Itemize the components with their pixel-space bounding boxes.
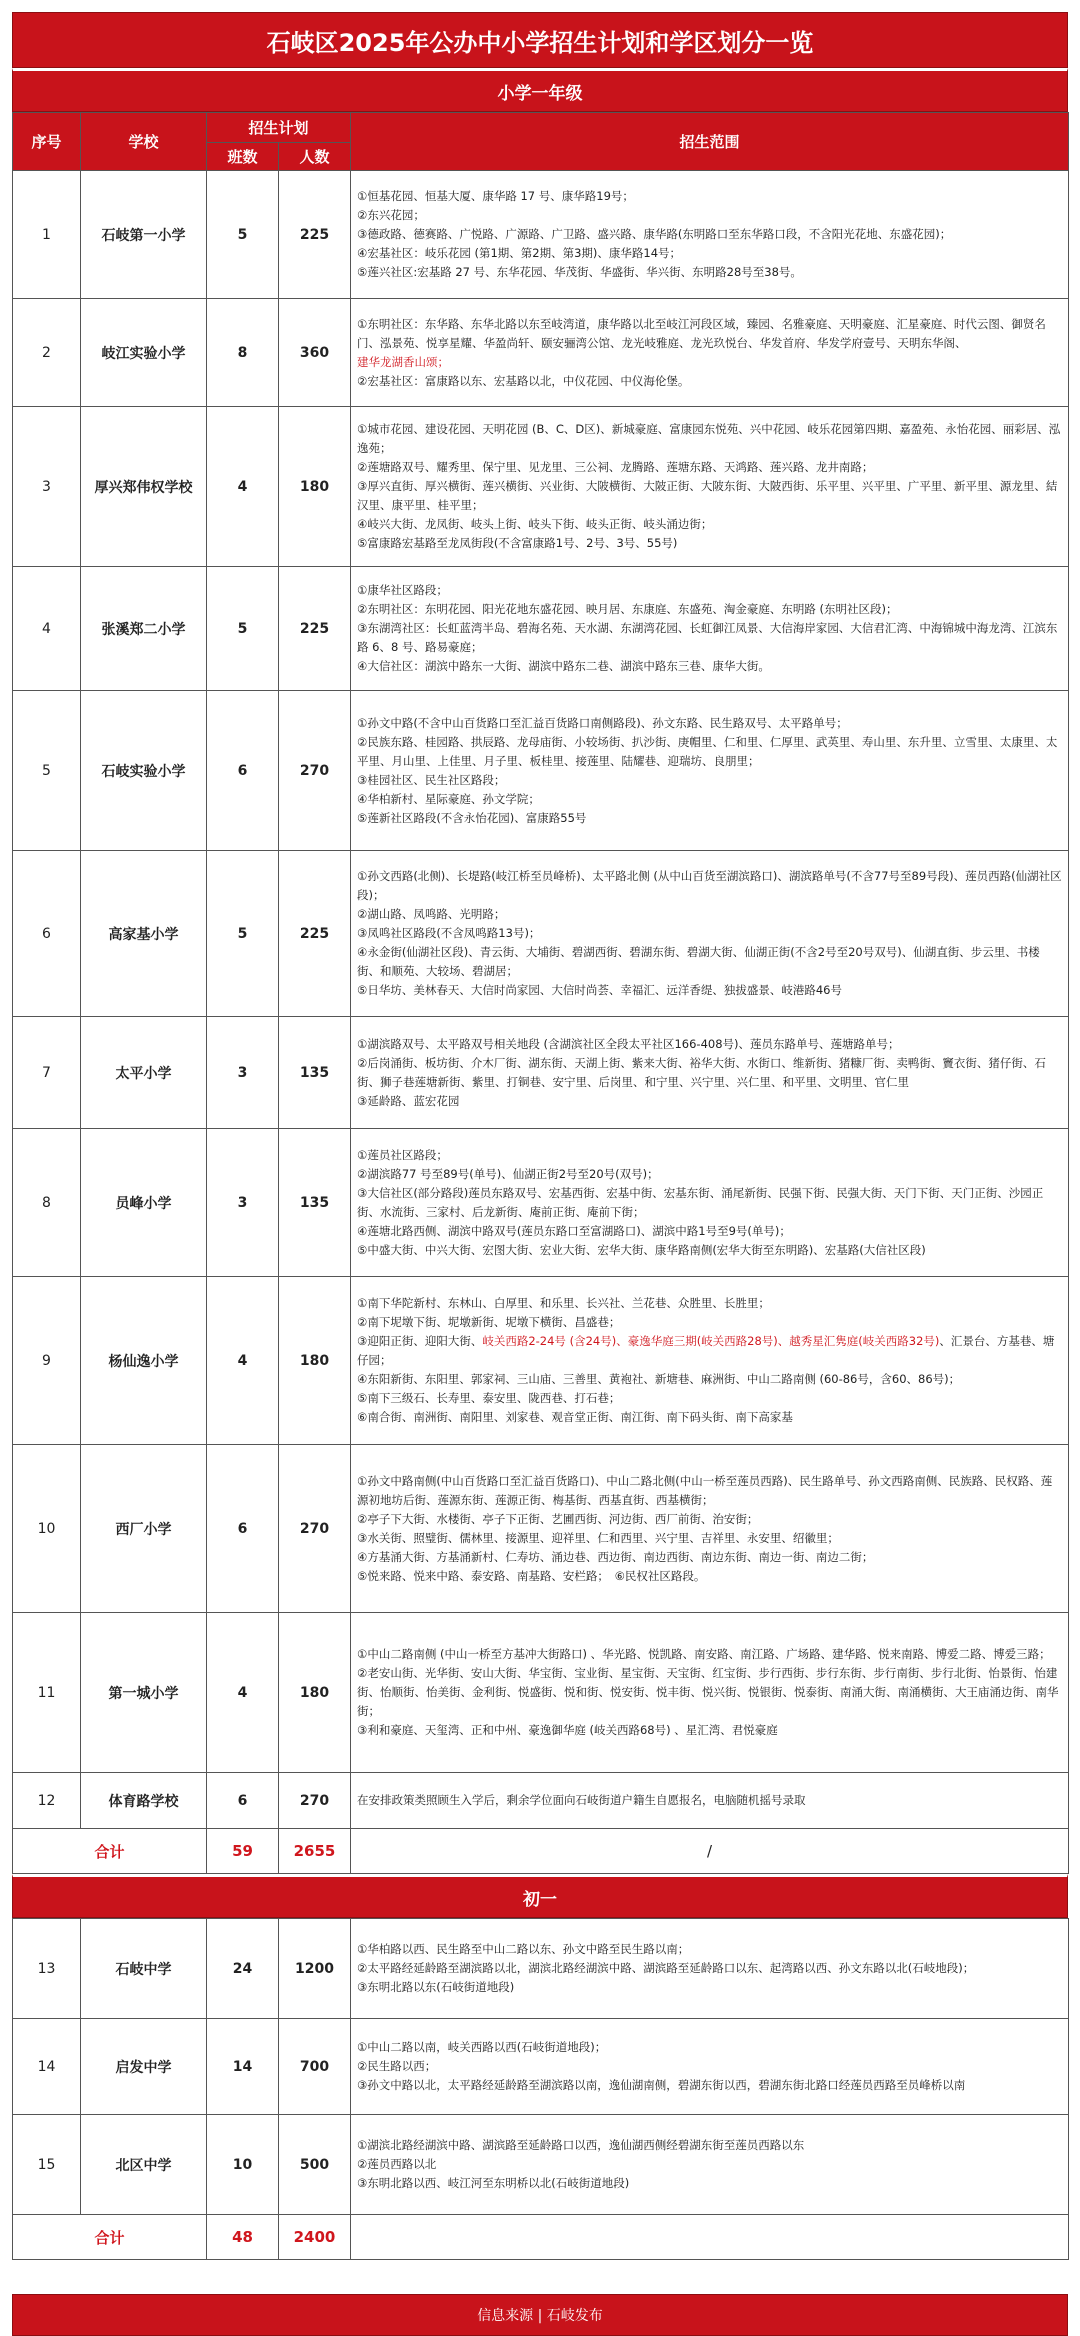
scope-line: ①恒基花园、恒基大厦、康华路 17 号、康华路19号； — [357, 189, 634, 203]
scope-line: ①中山二路南侧 (中山一桥至方基冲大街路口) 、华光路、悦凯路、南安路、南江路、广场路、建华路、悦来南路、博爱二路、博爱三路； — [357, 1647, 1051, 1661]
scope-line: ③迎阳正街、迎阳大街、 — [357, 1334, 483, 1348]
document — [12, 12, 1068, 2336]
row-people: 180 — [279, 1277, 351, 1445]
row-school: 厚兴郑伟权学校 — [81, 407, 207, 567]
row-classes: 6 — [207, 691, 279, 851]
row-classes: 8 — [207, 299, 279, 407]
scope-line: ①莲员社区路段； — [357, 1147, 448, 1162]
row-scope — [351, 2019, 1069, 2115]
row-classes: 3 — [207, 1129, 279, 1277]
scope-line: ④大信社区：湖滨中路东一大街、湖滨中路东二巷、湖滨中路东三巷、康华大街。 — [357, 659, 770, 673]
row-school: 石岐中学 — [81, 1919, 207, 2019]
row-classes: 5 — [207, 851, 279, 1017]
scope-line: ③东明北路以东(石岐街道地段) — [357, 1980, 515, 1994]
row-people: 180 — [279, 407, 351, 567]
scope-line: ⑤南下三级石、长寿里、泰安里、陇西巷、打石巷； — [357, 1391, 621, 1405]
row-classes: 4 — [207, 1613, 279, 1773]
scope-line: 在安排政策类照顾生入学后，剩余学位面向石岐街道户籍生自愿报名，电脑随机摇号录取 — [357, 1793, 806, 1807]
table-row — [13, 1773, 1069, 1829]
page-title: 石岐区2025年公办中小学招生计划和学区划分一览 — [12, 12, 1068, 68]
scope-line: ①华柏路以西、民生路至中山二路以东、孙文中路至民生路以南； — [357, 1942, 690, 1956]
row-scope — [351, 2115, 1069, 2215]
scope-highlight: 建华龙湖香山颂； — [357, 354, 450, 369]
row-seq: 12 — [13, 1773, 81, 1829]
row-scope — [351, 567, 1069, 691]
scope-line: ⑤悦来路、悦来中路、泰安路、南基路、安栏路； ⑥民权社区路段。 — [357, 1568, 706, 1583]
scope-line: ⑤日华坊、美林春天、大信时尚家园、大信时尚荟、幸福汇、远洋香缇、独拔盛景、岐港路46号 — [357, 983, 842, 997]
row-classes: 3 — [207, 1017, 279, 1129]
row-scope — [351, 407, 1069, 567]
header-scope: 招生范围 — [351, 113, 1069, 171]
row-seq: 10 — [13, 1445, 81, 1613]
row-seq: 3 — [13, 407, 81, 567]
scope-line: ②民族东路、桂园路、拱辰路、龙母庙街、小较场街、扒沙街、庚帽里、仁和里、仁厚里、武英里、寿山里、东升里、立雪里、太康里、太平里、月山里、上佳里、月子里、板桂里、接莲里、陆耀巷、迎瑞坊、良朋里； — [357, 734, 1058, 768]
scope-line: ①东明社区：东华路、东华北路以东至岐湾道，康华路以北至岐江河段区域，臻园、名雅豪庭、天明豪庭、汇星豪庭、时代云图、御贤名门、泓景苑、悦享星耀、华盈尚轩、颐安骊湾公馆、龙光岐雅庭、龙光玖悦台、华发首府、华发学府壹号、天明东华阁、 — [357, 316, 1046, 350]
row-school: 杨仙逸小学 — [81, 1277, 207, 1445]
total-classes: 48 — [207, 2215, 279, 2260]
footer-source: 信息来源 | 石岐发布 — [12, 2294, 1068, 2336]
row-people: 270 — [279, 691, 351, 851]
row-seq: 7 — [13, 1017, 81, 1129]
table-row — [13, 171, 1069, 299]
row-scope — [351, 1445, 1069, 1613]
row-seq: 6 — [13, 851, 81, 1017]
scope-line: ②莲员西路以北 — [357, 2157, 437, 2171]
scope-highlight: 岐关西路2-24号 (含24号)、豪逸华庭三期(岐关西路28号)、越秀星汇隽庭(岐关西路32号) — [482, 1334, 940, 1348]
row-school: 第一城小学 — [81, 1613, 207, 1773]
scope-line: ②湖滨路77 号至89号(单号)、仙湖正街2号至20号(双号)； — [357, 1166, 659, 1181]
scope-line: ④华柏新村、星际豪庭、孙文学院； — [357, 791, 540, 806]
scope-line: ②民生路以西； — [357, 2059, 437, 2073]
total-label: 合计 — [13, 2215, 207, 2260]
table-row — [13, 691, 1069, 851]
table-row — [13, 1017, 1069, 1129]
table-row — [13, 2019, 1069, 2115]
row-scope — [351, 691, 1069, 851]
scope-line: ⑤莲兴社区:宏基路 27 号、东华花园、华茂街、华盛街、华兴街、东明路28号至38号。 — [357, 265, 802, 279]
row-people: 225 — [279, 851, 351, 1017]
table-row — [13, 299, 1069, 407]
scope-line: ④莲塘北路西侧、湖滨中路双号(莲员东路口至富湖路口)、湖滨中路1号至9号(单号)； — [357, 1223, 791, 1238]
header-people: 人数 — [279, 143, 351, 171]
section-middle-header: 初一 — [12, 1874, 1068, 1918]
scope-line: ②湖山路、凤鸣路、光明路； — [357, 907, 506, 921]
row-classes: 4 — [207, 407, 279, 567]
row-seq: 8 — [13, 1129, 81, 1277]
table-row — [13, 851, 1069, 1017]
row-school: 岐江实验小学 — [81, 299, 207, 407]
scope-line: ④东阳新街、东阳里、郭家祠、三山庙、三善里、黄袍社、新塘巷、麻洲街、中山二路南侧 (60-86号，含60、86号)； — [357, 1372, 961, 1386]
header-classes: 班数 — [207, 143, 279, 171]
scope-line: ③大信社区(部分路段)莲员东路双号、宏基西街、宏基中街、宏基东街、涌尾新街、民强下街、民强大街、天门下街、天门正街、沙园正街、水流街、三家村、后龙新街、庵前正街、庵前下街； — [357, 1185, 1044, 1219]
scope-line: ①湖滨路双号、太平路双号相关地段 (含湖滨社区全段太平社区166-408号)、莲员东路单号、莲塘路单号； — [357, 1036, 900, 1051]
table-row — [13, 1445, 1069, 1613]
scope-line: ①孙文中路(不含中山百货路口至汇益百货路口南侧路段)、孙文东路、民生路双号、太平路单号； — [357, 715, 848, 730]
scope-line: ③德政路、德赛路、广悦路、广源路、广卫路、盛兴路、康华路(东明路口至东华路口段，不含阳光花地、东盛花园)； — [357, 227, 952, 241]
total-scope: / — [351, 1829, 1069, 1874]
table-row — [13, 2115, 1069, 2215]
row-scope — [351, 1017, 1069, 1129]
row-seq: 5 — [13, 691, 81, 851]
scope-line: ②后岗涌街、板坊街、介木厂街、湖东街、天湖上街、紫来大街、裕华大街、水街口、维新街、猪糠厂街、卖鸭街、竇衣街、猪仔街、石街、狮子巷莲塘新街、紫里、打铜巷、安宁里、后岗里、和宁里、兴宁里、兴仁里、和平里、文明里、官仁里 — [357, 1055, 1046, 1089]
scope-line: ②东明社区：东明花园、阳光花地东盛花园、映月居、东康庭、东盛苑、淘金豪庭、东明路 (东明社区段)； — [357, 602, 898, 616]
row-people: 225 — [279, 567, 351, 691]
scope-line: ②宏基社区：富康路以东、宏基路以北，中仪花园、中仪海伦堡。 — [357, 373, 690, 388]
total-classes: 59 — [207, 1829, 279, 1874]
row-classes: 5 — [207, 171, 279, 299]
scope-line: ②亭子下大街、水楼街、亭子下正街、艺圃西街、河边街、西厂前街、治安街； — [357, 1511, 759, 1526]
scope-line: ①中山二路以南，岐关西路以西(石岐街道地段)； — [357, 2040, 607, 2054]
scope-line: ③延龄路、蓝宏花园 — [357, 1093, 460, 1108]
scope-line: ⑤莲新社区路段(不含永怡花园)、富康路55号 — [357, 810, 587, 825]
scope-line: ②老安山街、光华街、安山大街、华宝街、宝业街、星宝街、天宝街、红宝街、步行西街、步行东街、步行南街、步行北街、怡景街、怡建街、怡顺街、怡美街、金利街、悦盛街、悦和街、悦安街、悦丰街、悦兴街、悦银街、悦泰街、南涌大街、南涌横街、大王庙涌边街、南华街； — [357, 1666, 1059, 1718]
scope-line: ④岐兴大街、龙凤街、岐头上街、岐头下街、岐头正街、岐头涌边街； — [357, 517, 713, 531]
row-people: 180 — [279, 1613, 351, 1773]
scope-line: ④宏基社区：岐乐花园 (第1期、第2期、第3期)、康华路14号； — [357, 246, 682, 260]
row-seq: 14 — [13, 2019, 81, 2115]
scope-line: ①孙文中路南侧(中山百货路口至汇益百货路口)、中山二路北侧(中山一桥至莲员西路)、民生路单号、孙文西路南侧、民族路、民权路、莲源初地坊后街、莲源东街、莲源正街、梅基街、西基直街、西基横街； — [357, 1473, 1053, 1507]
scope-line: ⑤富康路宏基路至龙凤街段(不含富康路1号、2号、3号、55号) — [357, 536, 678, 550]
scope-line: ③厚兴直街、厚兴横街、莲兴横街、兴业街、大陂横街、大陂正街、大陂东街、大陂西街、乐平里、兴平里、广平里、新平里、源龙里、結汉里、康平里、桂平里； — [357, 479, 1058, 512]
row-school: 西厂小学 — [81, 1445, 207, 1613]
row-school: 太平小学 — [81, 1017, 207, 1129]
scope-line: ③利和豪庭、天玺湾、正和中州、豪逸御华庭 (岐关西路68号) 、星汇湾、君悦豪庭 — [357, 1723, 778, 1737]
row-school: 启发中学 — [81, 2019, 207, 2115]
row-people: 1200 — [279, 1919, 351, 2019]
row-people: 700 — [279, 2019, 351, 2115]
middle-total-row — [13, 2215, 1069, 2260]
total-label: 合计 — [13, 1829, 207, 1874]
row-classes: 14 — [207, 2019, 279, 2115]
header-school: 学校 — [81, 113, 207, 171]
scope-line: ⑤中盛大街、中兴大街、宏图大街、宏业大街、宏华大街、康华路南侧(宏华大街至东明路)、宏基路(大信社区段) — [357, 1242, 926, 1257]
row-school: 高家基小学 — [81, 851, 207, 1017]
total-people: 2400 — [279, 2215, 351, 2260]
scope-line: ①孙文西路(北侧)、长堤路(岐江桥至员峰桥)、太平路北侧 (从中山百货至湖滨路口)、湖滨路单号(不含77号至89号段)、莲员西路(仙湖社区段)； — [357, 869, 1062, 902]
row-seq: 4 — [13, 567, 81, 691]
row-people: 135 — [279, 1129, 351, 1277]
row-classes: 6 — [207, 1445, 279, 1613]
row-classes: 24 — [207, 1919, 279, 2019]
row-scope — [351, 1129, 1069, 1277]
row-seq: 1 — [13, 171, 81, 299]
row-seq: 13 — [13, 1919, 81, 2019]
scope-line: ③东湖湾社区：长虹蓝湾半岛、碧海名苑、天水湖、东湖湾花园、长虹御江凤景、大信海岸家园、大信君汇湾、中海锦城中海龙湾、江滨东路 6、8 号、路易豪庭； — [357, 621, 1058, 654]
scope-line: ③水关街、照璧街、儒林里、接源里、迎祥里、仁和西里、兴宁里、吉祥里、永安里、绍徽里； — [357, 1530, 839, 1545]
table-row — [13, 407, 1069, 567]
scope-line: ③桂园社区、民生社区路段； — [357, 772, 506, 787]
scope-line-tail: 、汇景台、方基巷、塘仔园； — [357, 1334, 1055, 1367]
total-people: 2655 — [279, 1829, 351, 1874]
scope-line: ③凤鸣社区路段(不含凤鸣路13号)； — [357, 926, 541, 940]
scope-line: ①湖滨北路经湖滨中路、湖滨路至延龄路口以西，逸仙湖西侧经碧湖东街至莲员西路以东 — [357, 2138, 805, 2152]
scope-line: ①南下华陀新村、东林山、白厚里、和乐里、长兴社、兰花巷、众胜里、长胜里； — [357, 1296, 770, 1310]
scope-line: ②南下坭墩下街、坭墩新街、坭墩下横街、昌盛巷； — [357, 1315, 621, 1329]
middle-table — [12, 1918, 1069, 2260]
row-scope — [351, 1277, 1069, 1445]
row-seq: 15 — [13, 2115, 81, 2215]
total-scope-empty — [351, 2215, 1069, 2260]
row-school: 北区中学 — [81, 2115, 207, 2215]
scope-line: ②莲塘路双号、耀秀里、保宁里、见龙里、三公祠、龙腾路、莲塘东路、天鸿路、莲兴路、龙井南路； — [357, 460, 874, 474]
scope-line: ②东兴花园； — [357, 208, 425, 222]
row-school: 员峰小学 — [81, 1129, 207, 1277]
scope-line: ①康华社区路段； — [357, 583, 448, 597]
row-school: 石岐实验小学 — [81, 691, 207, 851]
row-people: 135 — [279, 1017, 351, 1129]
scope-line: ④永金街(仙湖社区段)、青云街、大埔街、碧湖西街、碧湖东街、碧湖大街、仙湖正街(不含2号至20号双号)、仙湖直街、步云里、书楼街、和顺苑、大较场、碧湖居； — [357, 945, 1040, 978]
row-school: 张溪郑二小学 — [81, 567, 207, 691]
table-row — [13, 1277, 1069, 1445]
row-seq: 9 — [13, 1277, 81, 1445]
row-seq: 2 — [13, 299, 81, 407]
row-people: 270 — [279, 1773, 351, 1829]
row-people: 270 — [279, 1445, 351, 1613]
row-classes: 6 — [207, 1773, 279, 1829]
scope-line: ②太平路经延龄路至湖滨路以北，湖滨北路经湖滨中路、湖滨路至延龄路口以东、起湾路以西、孙文东路以北(石岐地段)； — [357, 1961, 975, 1975]
header-plan: 招生计划 — [207, 113, 351, 143]
primary-table — [12, 112, 1069, 1874]
row-classes: 4 — [207, 1277, 279, 1445]
section-primary-header: 小学一年级 — [12, 68, 1068, 112]
row-scope — [351, 1613, 1069, 1773]
row-scope — [351, 299, 1069, 407]
row-scope — [351, 1773, 1069, 1829]
row-people: 225 — [279, 171, 351, 299]
table-row — [13, 1613, 1069, 1773]
scope-line: ①城市花园、建设花园、天明花园 (B、C、D区)、新城豪庭、富康园东悦苑、兴中花园、岐乐花园第四期、嘉盈苑、永怡花园、丽彩居、泓逸苑； — [357, 422, 1061, 455]
table-row — [13, 1129, 1069, 1277]
row-school: 石岐第一小学 — [81, 171, 207, 299]
header-seq: 序号 — [13, 113, 81, 171]
table-row — [13, 1919, 1069, 2019]
scope-line: ④方基涌大街、方基涌新村、仁寿坊、涌边巷、西边街、南边西街、南边东街、南边一街、南边二街； — [357, 1549, 874, 1564]
row-people: 360 — [279, 299, 351, 407]
row-scope — [351, 851, 1069, 1017]
table-row — [13, 567, 1069, 691]
row-classes: 10 — [207, 2115, 279, 2215]
row-people: 500 — [279, 2115, 351, 2215]
primary-total-row — [13, 1829, 1069, 1874]
row-school: 体育路学校 — [81, 1773, 207, 1829]
row-scope — [351, 171, 1069, 299]
row-classes: 5 — [207, 567, 279, 691]
row-scope — [351, 1919, 1069, 2019]
scope-line: ⑥南合街、南洲街、南阳里、刘家巷、观音堂正街、南江街、南下码头街、南下高家基 — [357, 1410, 793, 1424]
scope-line: ③孙文中路以北，太平路经延龄路至湖滨路以南，逸仙湖南侧，碧湖东街以西，碧湖东街北路口经莲员西路至员峰桥以南 — [357, 2078, 966, 2092]
row-seq: 11 — [13, 1613, 81, 1773]
scope-line: ③东明北路以西、岐江河至东明桥以北(石岐街道地段) — [357, 2176, 630, 2190]
